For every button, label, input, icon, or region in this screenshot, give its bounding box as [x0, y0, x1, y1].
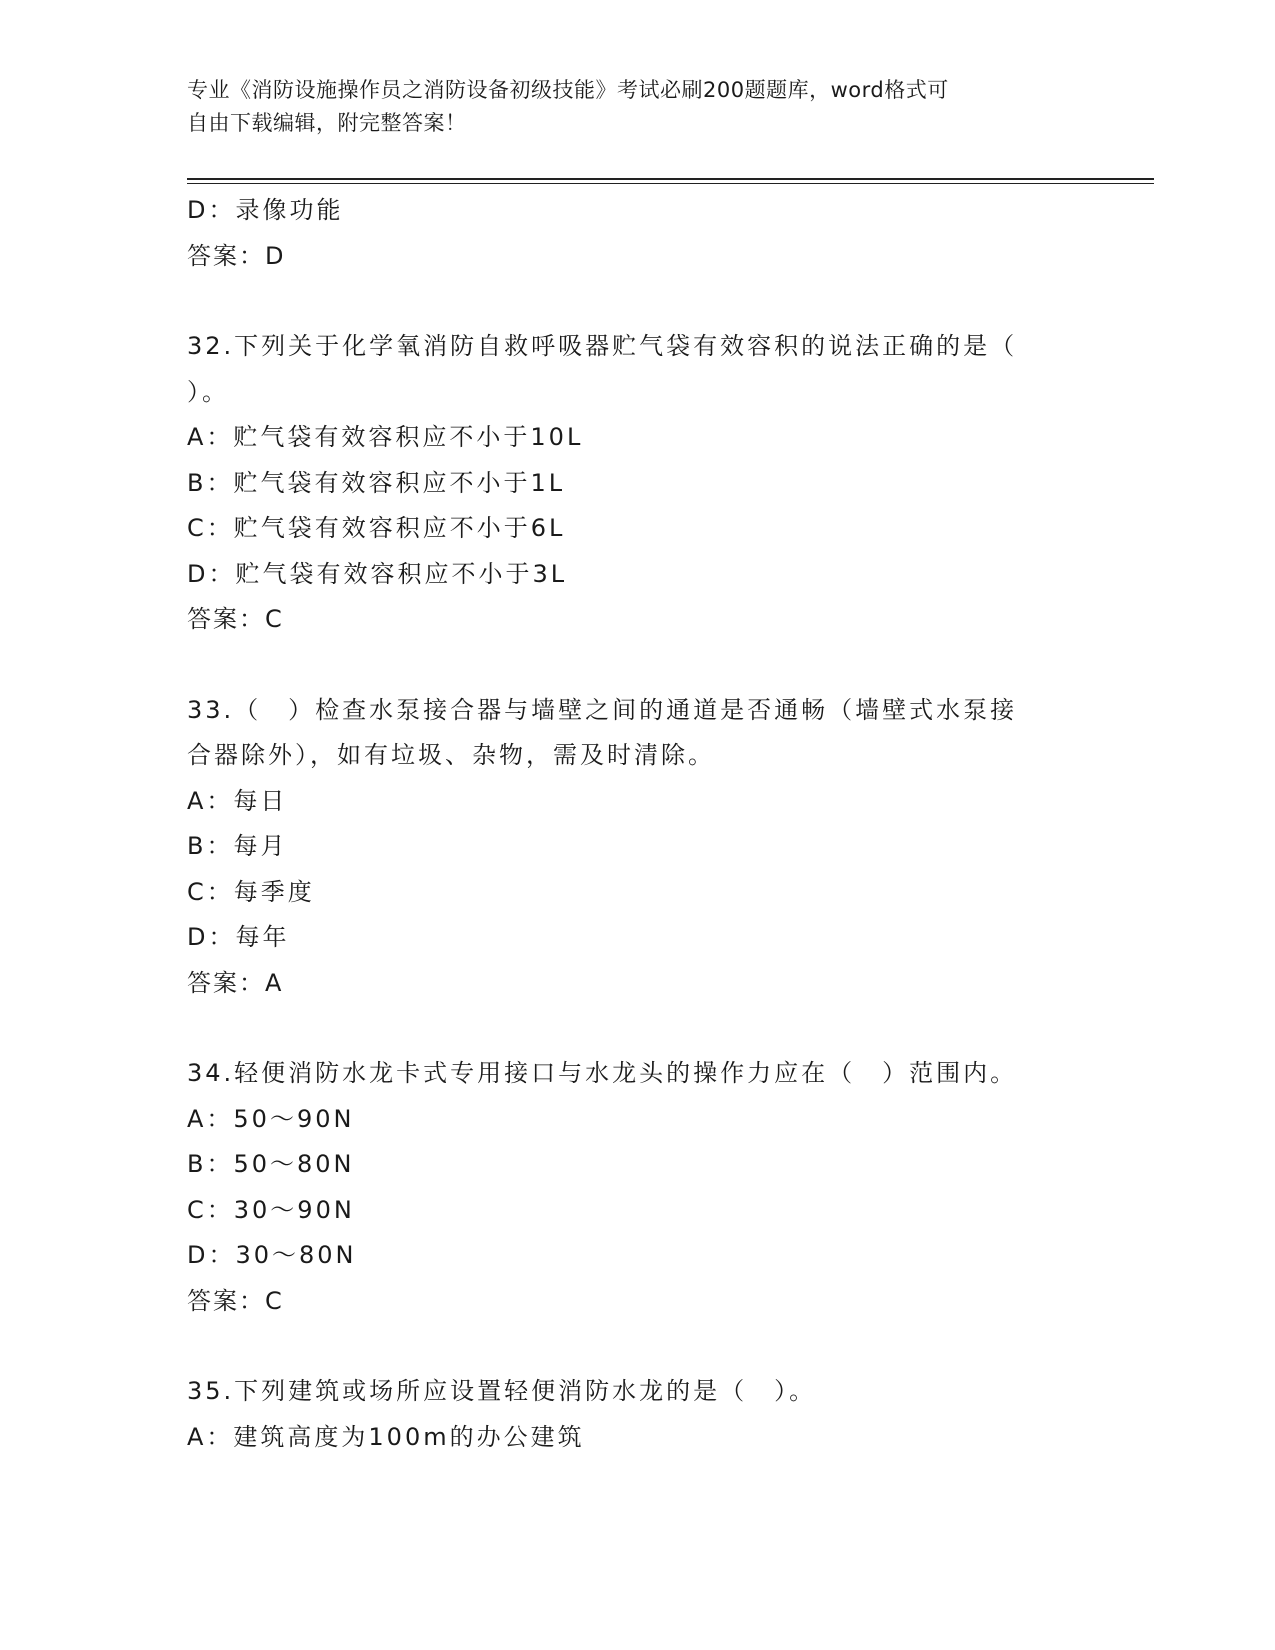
option-c: C：每季度 [187, 877, 315, 906]
option-b: B：每月 [187, 832, 288, 860]
option-c: C：30～90N [187, 1195, 355, 1224]
option-d: D：录像功能 [187, 196, 344, 224]
question-stem-line: 合器除外），如有垃圾、杂物，需及时清除。 [187, 741, 715, 769]
question-stem-line: 35.下列建筑或场所应设置轻便消防水龙的是（ ）。 [187, 1377, 817, 1405]
header-divider-thin [187, 183, 1154, 184]
answer-line: 答案：A [187, 968, 284, 997]
answer-line: 答案：C [187, 1286, 284, 1315]
answer-line: 答案：C [187, 605, 284, 633]
option-a: A：每日 [187, 786, 288, 815]
question-34 [187, 1051, 1087, 1324]
header-divider-thick [187, 178, 1154, 180]
question-list [187, 188, 1087, 1460]
question-stem-line: 34.轻便消防水龙卡式专用接口与水龙头的操作力应在（ ）范围内。 [187, 1059, 1018, 1087]
question-stem-line: ）。 [187, 377, 229, 406]
previous-question-tail [187, 188, 1087, 279]
option-d: D：30～80N [187, 1241, 357, 1269]
option-d: D：贮气袋有效容积应不小于3L [187, 559, 568, 588]
option-d: D：每年 [187, 923, 290, 951]
option-a: A：贮气袋有效容积应不小于10L [187, 423, 584, 451]
document-header [187, 74, 1087, 140]
option-a: A：建筑高度为100m的办公建筑 [187, 1422, 585, 1451]
option-b: B：贮气袋有效容积应不小于1L [187, 468, 566, 497]
question-stem-line: 32.下列关于化学氧消防自救呼吸器贮气袋有效容积的说法正确的是（ [187, 332, 1018, 360]
question-32 [187, 324, 1087, 643]
option-b: B：50～80N [187, 1150, 355, 1178]
question-stem-line: 33.（ ）检查水泵接合器与墙壁之间的通道是否通畅（墙壁式水泵接 [187, 695, 1018, 724]
answer-line: 答案：D [187, 241, 286, 270]
option-c: C：贮气袋有效容积应不小于6L [187, 514, 566, 542]
question-33 [187, 688, 1087, 1007]
question-35 [187, 1369, 1087, 1460]
header-title-line-1: 专业《消防设施操作员之消防设备初级技能》考试必刷200题题库，word格式可 [187, 78, 949, 102]
option-a: A：50～90N [187, 1104, 355, 1133]
header-title-line-2: 自由下载编辑，附完整答案！ [187, 111, 467, 135]
